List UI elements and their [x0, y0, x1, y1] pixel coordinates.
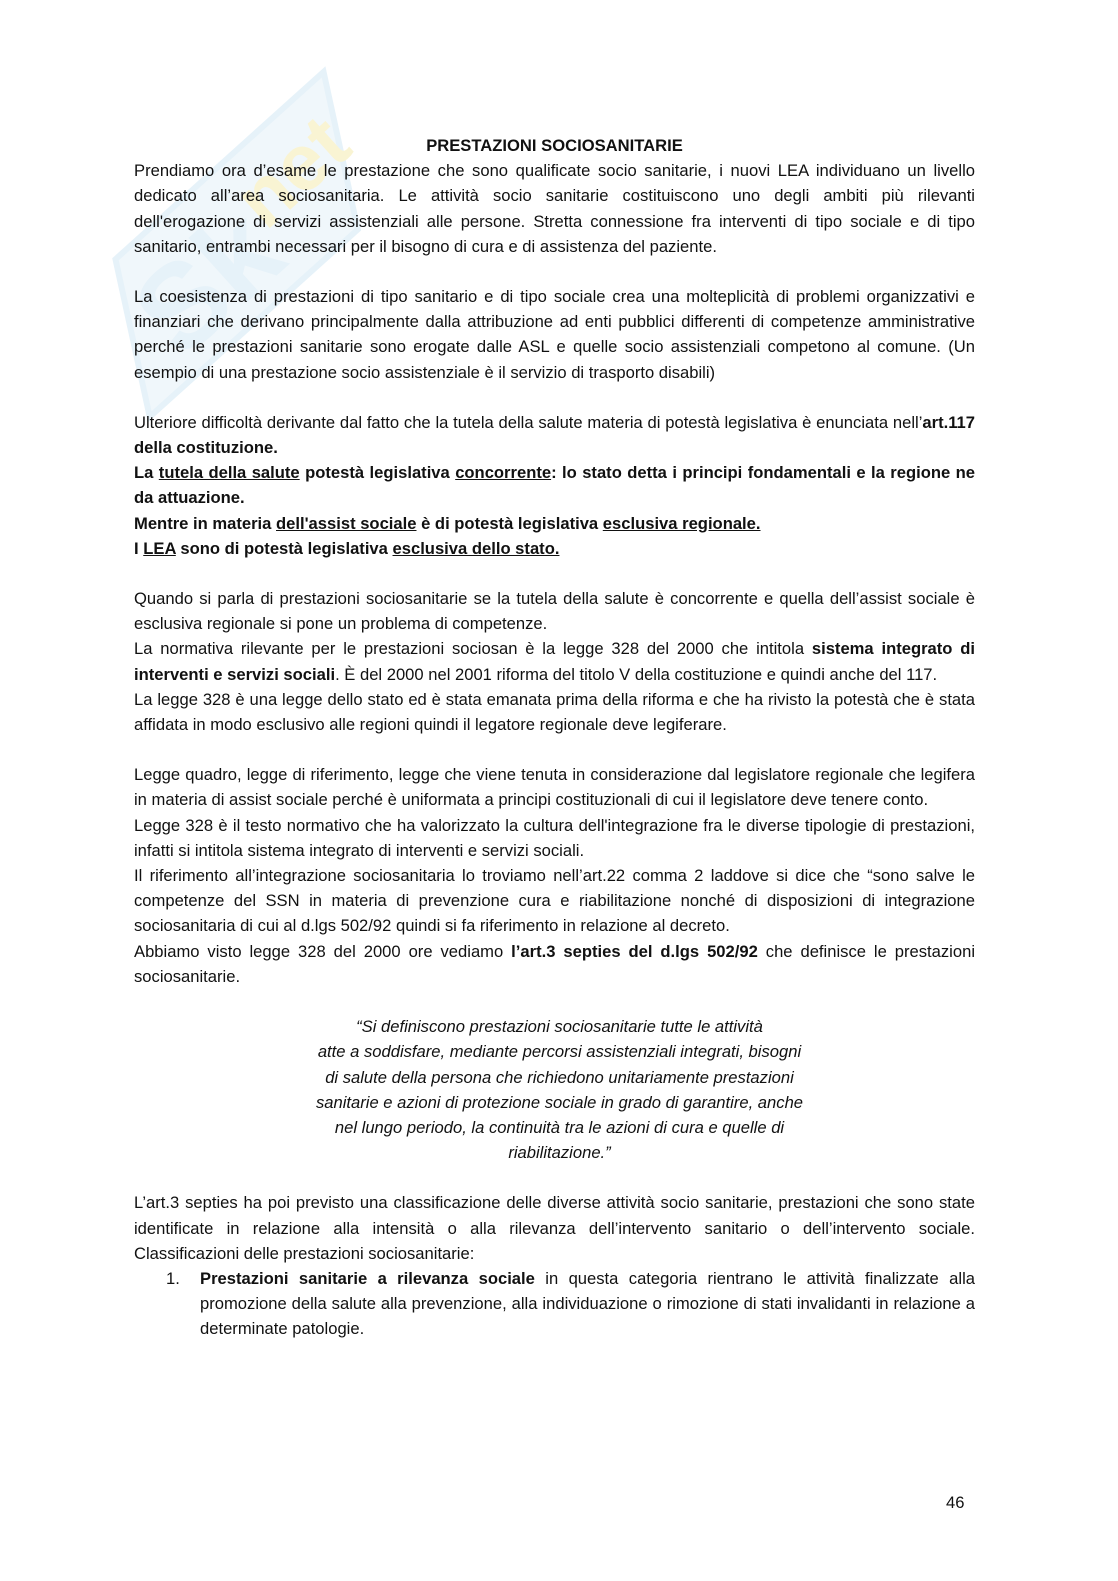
underlined-span: dell'assist sociale [276, 513, 417, 533]
paragraph-lea [134, 536, 975, 561]
quote-line: nel lungo periodo, la continuità tra le azioni di cura e quelle di [334, 1117, 785, 1137]
quote-line: atte a soddisfare, mediante percorsi assistenziali integrati, bisogni [317, 1042, 802, 1062]
bold-span: sistema integrato di interventi e servizi sociali [134, 639, 975, 684]
text-span: Abbiamo visto legge 328 del 2000 ore vediamo [134, 941, 512, 961]
paragraph-legge-328: La legge 328 è una legge dello stato ed è stata emanata prima della riforma e che ha rivisto la potestà che è stata affidata in modo esclusivo alle regioni quindi il legatore regionale deve legiferare. [134, 689, 975, 735]
list-item [134, 1266, 975, 1342]
text-span: . È del 2000 nel 2001 riforma del titolo V della costituzione e quindi anche del 117. [335, 664, 938, 684]
bold-span: Prestazioni sanitarie a rilevanza sociale [200, 1268, 535, 1288]
underlined-span: LEA [143, 538, 176, 558]
quote-line: sanitarie e azioni di protezione sociale in grado di garantire, anche [315, 1092, 804, 1112]
text-span: potestà legislativa [299, 463, 456, 483]
paragraph-intro: Prendiamo ora d’esame le prestazione che sono qualificate socio sanitarie, i nuovi LEA individuano un livello dedicato all’area sociosanitaria. Le attività socio sanitarie costituiscono uno degli ambiti più rilevanti dell'erogazione di servizi assistenziali alle persone. Stretta connessione fra interventi di tipo sociale e di tipo sanitario, entrambi necessari per il bisogno di cura e di assistenza del paziente. [134, 161, 975, 256]
underlined-span: concorrente [455, 463, 552, 483]
page-title: PRESTAZIONI SOCIOSANITARIE [426, 136, 683, 155]
text-span: La normativa rilevante per le prestazioni sociosan è la legge 328 del 2000 che intitola [134, 639, 812, 659]
bold-span: art.117 della costituzione. [134, 412, 975, 458]
paragraph-legge-quadro: Legge quadro, legge di riferimento, legge che viene tenuta in considerazione dal legislatore regionale che legifera in materia di assist sociale perché è uniformata a principi costituzionali di cui il legislatore deve tenere conto. [134, 765, 975, 810]
list-item-text [200, 1266, 975, 1342]
main-content [134, 133, 975, 1342]
underlined-span: esclusiva regionale. [602, 513, 761, 533]
underlined-span: esclusiva dello stato. [392, 538, 560, 558]
text-span: I [134, 538, 144, 558]
text-span: La [134, 463, 159, 483]
list-number: 1. [166, 1268, 180, 1288]
paragraph-tutela-salute [134, 460, 975, 510]
paragraph-normativa [134, 636, 975, 686]
quote-line: di salute della persona che richiedono unitariamente prestazioni [325, 1067, 794, 1087]
svg-text:Sk: Sk [108, 183, 308, 382]
definition-quote [270, 1014, 840, 1165]
paragraph-ulteriore-difficolta [134, 410, 975, 460]
text-span: sono di potestà legislativa [175, 538, 393, 558]
classification-list [134, 1266, 975, 1342]
paragraph-riferimento: Il riferimento all’integrazione sociosanitaria lo troviamo nell’art.22 comma 2 laddove si dice che “sono salve le competenze del SSN in materia di prevenzione cura e riabilitazione nonché di disposizioni di integrazione sociosanitaria di cui al d.lgs 502/92 quindi si fa riferimento in relazione al decreto. [134, 866, 975, 936]
text-span: in questa categoria rientrano le attività finalizzate alla promozione della salute alla prevenzione, alla individuazione o rimozione di stati invalidanti in relazione a determinate patologie. [200, 1268, 975, 1339]
text-span: : lo stato detta i principi fondamentali e la regione ne da attuazione. [134, 463, 976, 508]
paragraph-abbiamo-visto [134, 939, 975, 989]
text-span: che definisce le prestazioni sociosanitarie. [134, 941, 976, 986]
quote-line: riabilitazione.” [508, 1143, 611, 1163]
paragraph-classificazione: L’art.3 septies ha poi previsto una classificazione delle diverse attività socio sanitarie, prestazioni che sono state identificate in relazione alla intensità o alla rilevanza dell’intervento sanitario o dell’intervento sociale. Classificazioni delle prestazioni sociosanitarie: [134, 1193, 975, 1263]
quote-line: “Si definiscono prestazioni sociosanitarie tutte le attività [356, 1017, 763, 1037]
paragraph-coesistenza: La coesistenza di prestazioni di tipo sanitario e di tipo sociale crea una molteplicità di problemi organizzativi e finanziari che derivano principalmente dalla attribuzione ad enti pubblici differenti di competenze amministrative perché le prestazioni sanitarie sono erogate dalle ASL e quelle socio assistenziali competono al comune. (Un esempio di una prestazione socio assistenziale è il servizio di trasporto disabili) [134, 287, 975, 382]
paragraph-assist-sociale [134, 511, 975, 536]
text-span: è di potestà legislativa [416, 513, 603, 533]
paragraph-testo-normativo: Legge 328 è il testo normativo che ha valorizzato la cultura dell'integrazione fra le diverse tipologie di prestazioni, infatti si intitola sistema integrato di interventi e servizi sociali. [134, 815, 975, 860]
text-span: Mentre in materia [134, 513, 277, 533]
svg-text:net: net [217, 97, 367, 245]
underlined-span: tutela della salute [158, 463, 300, 483]
paragraph-quando: Quando si parla di prestazioni sociosanitarie se la tutela della salute è concorrente e quella dell’assist sociale è esclusiva regionale si pone un problema di competenze. [134, 589, 975, 634]
text-span: Ulteriore difficoltà derivante dal fatto che la tutela della salute materia di potestà legislativa è enunciata nell’ [134, 412, 923, 432]
page-number: 46 [946, 1493, 965, 1512]
bold-span: l’art.3 septies del d.lgs 502/92 [511, 941, 758, 961]
